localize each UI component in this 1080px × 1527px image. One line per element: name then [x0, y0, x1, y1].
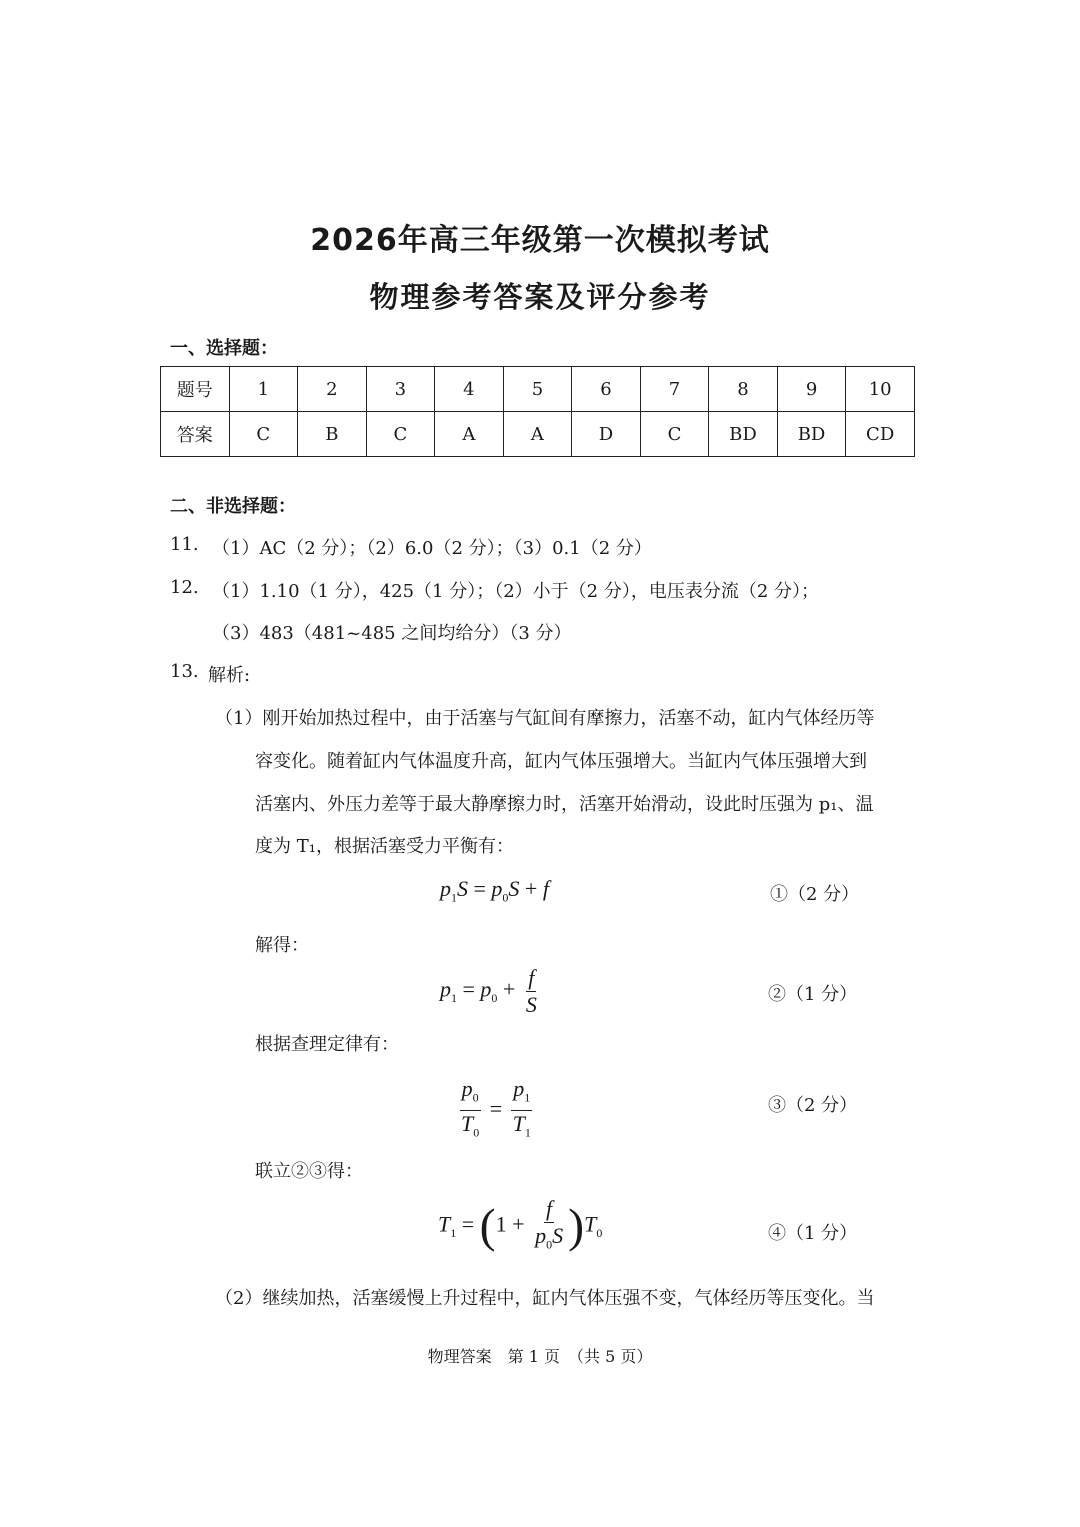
table-cell-answer: BD	[709, 412, 778, 457]
table-cell-number: 6	[572, 367, 641, 412]
equation-score: ④（1 分）	[768, 1223, 858, 1244]
answer-table-header-row	[161, 367, 915, 412]
table-cell-number: 10	[846, 367, 915, 412]
page-footer: 物理答案 第 1 页 （共 5 页）	[427, 1347, 653, 1366]
page-title: 2026年高三年级第一次模拟考试	[310, 223, 770, 258]
table-cell-answer: A	[503, 412, 572, 457]
q12-answer-line2: （3）483（481~485 之间均给分）（3 分）	[212, 623, 572, 644]
q13-part1-line: 度为 T₁，根据活塞受力平衡有：	[255, 836, 514, 857]
table-cell-answer: C	[640, 412, 709, 457]
table-cell-number: 2	[298, 367, 367, 412]
table-cell-answer: A	[435, 412, 504, 457]
table-cell-answer: D	[572, 412, 641, 457]
q13-part1-line: 活塞内、外压力差等于最大静摩擦力时，活塞开始滑动，设此时压强为 p₁、温	[255, 794, 874, 815]
q12-answer-line1: （1）1.10（1 分），425（1 分）；（2）小于（2 分），电压表分流（2 分）；	[212, 581, 820, 602]
q13-part1-line: 容变化。随着缸内气体温度升高，缸内气体压强增大。当缸内气体压强增大到	[255, 751, 867, 772]
q13-part2-line: （2）继续加热，活塞缓慢上升过程中，缸内气体压强不变，气体经历等压变化。当	[215, 1288, 875, 1309]
answer-table	[160, 366, 915, 457]
equation-t1-result: $T_1 = (1$ + $\frac{f}{p_0S}$ )$T_0$	[438, 1196, 603, 1253]
table-cell-number: 7	[640, 367, 709, 412]
q13-charles-label: 根据查理定律有：	[255, 1034, 399, 1055]
q13-number: 13.	[170, 661, 199, 682]
section-choice-heading: 一、选择题：	[170, 338, 278, 359]
equation-charles-law: $\frac{p_0}{T_0}$ = $\frac{p_1}{T_1}$	[461, 1076, 531, 1140]
table-cell-answer: C	[229, 412, 298, 457]
table-cell-number: 4	[435, 367, 504, 412]
answer-table-answer-row	[161, 412, 915, 457]
table-cell-number: 5	[503, 367, 572, 412]
table-answer-label: 答案	[161, 412, 230, 457]
q11-number: 11.	[170, 534, 199, 555]
equation-score: ①（2 分）	[770, 884, 860, 905]
q13-label: 解析:	[208, 665, 251, 686]
table-cell-number: 8	[709, 367, 778, 412]
equation-p1-solution: $p_1 = p_0$ + $\frac{f}{S}$	[440, 965, 537, 1017]
q12-number: 12.	[170, 577, 199, 598]
table-header-label: 题号	[161, 367, 230, 412]
table-cell-number: 9	[777, 367, 846, 412]
q11-answer: （1）AC（2 分）；（2）6.0（2 分）；（3）0.1（2 分）	[212, 538, 652, 559]
table-cell-number: 1	[229, 367, 298, 412]
table-cell-answer: B	[298, 412, 367, 457]
table-cell-answer: CD	[846, 412, 915, 457]
equation-score: ②（1 分）	[768, 984, 858, 1005]
page-subtitle: 物理参考答案及评分参考	[369, 280, 711, 314]
table-cell-answer: C	[366, 412, 435, 457]
equation-force-balance: $p_1S = p_0S + f$	[440, 876, 549, 905]
table-cell-number: 3	[366, 367, 435, 412]
table-cell-answer: BD	[777, 412, 846, 457]
section-nonchoice-heading: 二、非选择题：	[170, 496, 296, 517]
q13-solve-label: 解得：	[255, 935, 309, 956]
equation-score: ③（2 分）	[768, 1095, 858, 1116]
q13-part1-line: （1）刚开始加热过程中，由于活塞与气缸间有摩擦力，活塞不动，缸内气体经历等	[215, 708, 875, 729]
q13-combine-label: 联立②③得：	[255, 1161, 363, 1182]
